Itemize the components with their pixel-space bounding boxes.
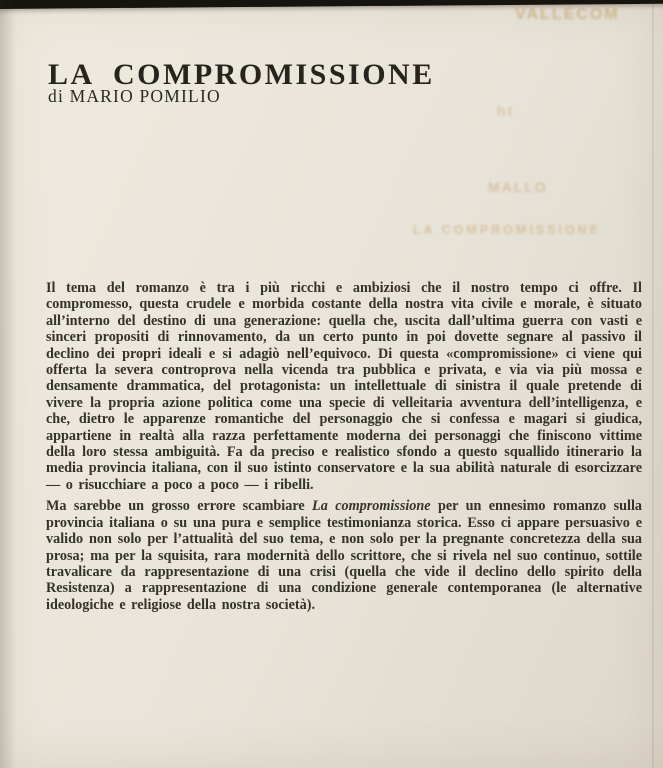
body-text bbox=[46, 280, 642, 613]
page-right-crease bbox=[652, 0, 654, 768]
text-segment: per un ennesimo romanzo sulla provincia italiana o su una pura e semplice testimonianza storica. Esso ci appare persuasivo e valido non solo per l’attualità del suo tema, e non solo per la pregnante concretezza della sua prosa; ma per la squisita, rara modernità dello scrittore, che si rivela nel suo continuo, sottile travalicare da rappresentazione di una crisi (quella che vide il declino dello spirito della Resistenza) a rappresentazione di una condizione generale contemporanea (le alternative ideologiche e religiose della nostra società). bbox=[46, 498, 642, 613]
page-title: LA COMPROMISSIONE bbox=[48, 58, 435, 92]
paragraph-2 bbox=[46, 498, 642, 613]
scan-edge-shadow bbox=[0, 0, 663, 9]
bleed-through-text: LA COMPROMISSIONE bbox=[413, 223, 602, 237]
bleed-through-text: MALLO bbox=[488, 179, 548, 195]
page-left-shadow bbox=[0, 0, 16, 768]
author-byline: di MARIO POMILIO bbox=[48, 86, 221, 106]
text-segment: Ma sarebbe un grosso errore scambiare bbox=[46, 498, 313, 515]
novel-title-italic: La compromissione bbox=[312, 498, 431, 515]
bleed-through-text: VALLECOM bbox=[515, 6, 620, 23]
bleed-through-text: ht bbox=[497, 103, 515, 119]
paragraph-1: Il tema del romanzo è tra i più ricchi e ambiziosi che il nostro tempo ci offre. Il compromesso, questa crudele e morbida costante della nostra vita civile e morale, è situato all’interno del destino di una generazione: quella che, uscita dall’ultima guerra con vasti e sinceri propositi di rinnovamento, da un certo punto in poi dovette segnare al passivo il declino dei propri ideali e si adagiò nell’equivoco. Di questa «compromissione» ci viene qui offerta la severa controprova nella vicenda tra pubblica e privata, e via via più mossa e densamente drammatica, del protagonista: un intellettuale di sinistra il quale pretende di vivere la propria azione politica come una specie di velleitaria avventura dell’intelligenza, e che, dietro le apparenze romantiche del personaggio che si confessa e magari si giudica, appartiene in realtà alla razza perfettamente moderna dei personaggi che finiscono vittime della loro stessa ambiguità. Fa da preciso e realistico sfondo a questo squallido itinerario la media provincia italiana, con il suo istinto conservatore e la sua abilità naturale di esorcizzare — o risucchiare a poco a poco — i ribelli. bbox=[46, 280, 642, 493]
